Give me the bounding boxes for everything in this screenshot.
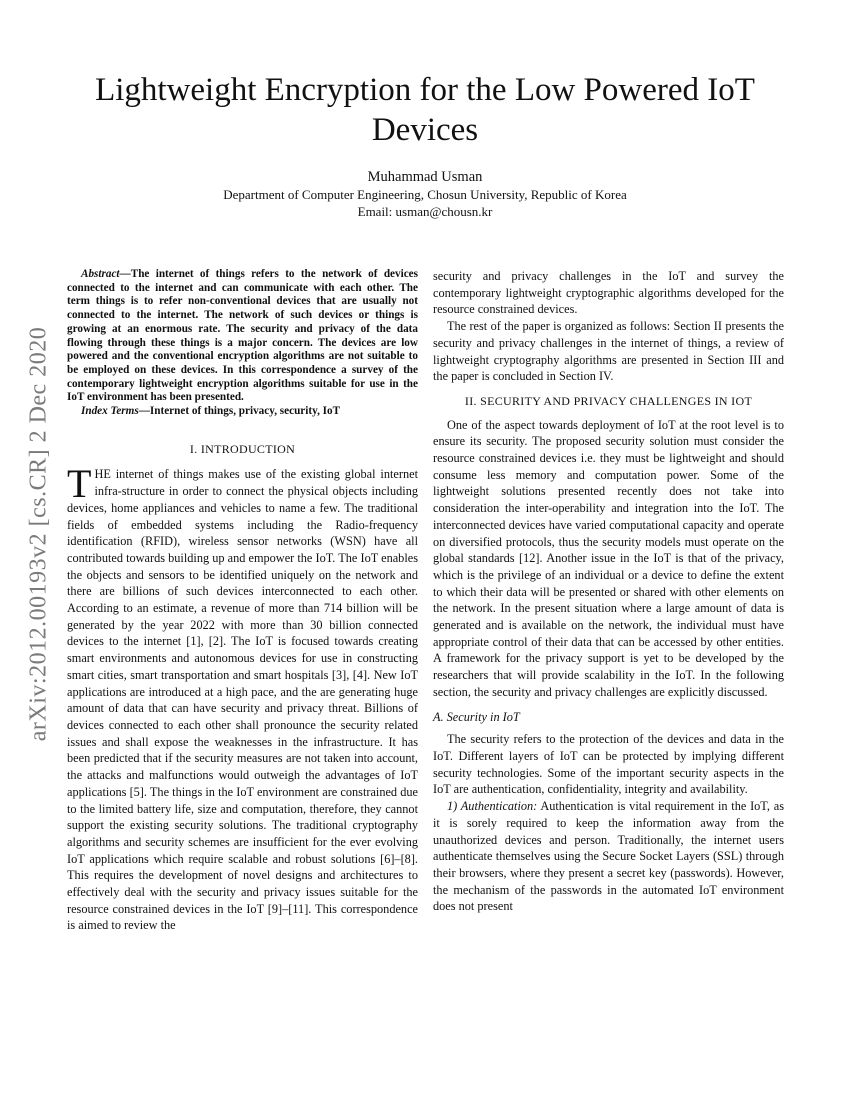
abstract [67,268,418,405]
arxiv-identifier: arXiv:2012.00193v2 [cs.CR] 2 Dec 2020 [25,326,52,742]
authentication-text: Authentication is vital requirement in the IoT, as it is sorely required to keep the information away from the unauthorized devices and person. Traditionally, the internet users authenticate themselves using the Secure Socket Layers (SSL) through their browsers, where they present a secret key (passwords). However, the mechanism of the passwords in the automated IoT environment does not present [433,799,784,914]
authentication-heading: 1) Authentication: [447,799,538,814]
drop-cap: T [67,461,92,507]
author-name: Muhammad Usman [367,169,483,185]
section-heading-security-privacy: II. SECURITY AND PRIVACY CHALLENGES IN IOT [464,393,753,408]
arxiv-sidebar [18,296,60,772]
authentication-paragraph [433,798,784,915]
author-affiliation: Department of Computer Engineering, Chosun University, Republic of Korea [223,187,627,202]
left-column [67,268,418,934]
abstract-text: —The internet of things refers to the network of devices connected to the internet and can communicate with each other. The term things is to refer non-conventional devices that are usually not connected to the internet. The network of such devices or things is growing at an enormous rate. The security and privacy of the data flowing through these things is a major concern. The devices are low powered and the conventional encryption algorithms are not suitable to be employed on these devices. In this correspondence a survey of the contemporary lightweight encryption algorithms suitable for use in the IoT environment has been presented. [67,268,418,404]
introduction-paragraph [67,461,418,934]
introduction-first-word: HE [94,467,111,482]
author-email: Email: usman@chousn.kr [357,204,493,219]
index-terms-label: Index Terms [81,405,139,418]
abstract-label: Abstract [81,268,120,280]
index-terms [67,405,418,419]
section-heading-introduction: I. INTRODUCTION [189,441,296,456]
introduction-text: internet of things makes use of the existing global internet infra-structure in order to connect the physical objects including devices, home appliances and vehicles to name a few. The traditional fields of embedded systems including the Radio-frequency identification (RFID), wireless sensor networks (WSN) have all contributed towards building up and empower the IoT. The IoT enables the objects and sensors to be identified uniquely on the network and there are billions of such devices interconnected to each other. According to an estimate, a revenue of more than 714 billion will be generated by the year 2022 with more than 30 billion connected devices to the internet [1], [2]. The IoT is focused towards creating smart environments and autonomous devices for use in constructing smart cities, smart transportation and smart hospitals [3], [4]. New IoT applications are introduced at a high pace, and the are generating huge amount of data that can have security and privacy threat. Billions of devices connected to each other shall pronounce the security related issues and shall expose the weaknesses in the infrastructure. It has been predicted that if the security measures are not taken into account, the attacks and malfunctions would outweigh the advantages of IoT applications [5]. The things in the IoT environment are constrained due to the limited battery life, size and computation, therefore, they cannot support the existing security solutions. The traditional cryptography algorithms and security schemes are insufficient for the ever evolving IoT applications which require scalable and robust solutions [6]–[8]. This requires the development of novel designs and architectures to effectively deal with the security and privacy issues suitable for the resource constrained devices in the IoT [9]–[11]. This correspondence is aimed to review the [67,467,418,933]
index-terms-text: —Internet of things, privacy, security, IoT [138,405,341,418]
subsection-security-paragraph: The security refers to the protection of the devices and data in the IoT. Different layers of IoT can be protected by implying different security technologies. Some of the important security aspects in the IoT are authentication, confidentiality, integrity and availability. [433,732,784,797]
paper-title: Lightweight Encryption for the Low Powered IoT Devices [95,72,755,148]
organization-paragraph: The rest of the paper is organized as follows: Section II presents the security and privacy challenges in the internet of things, a review of lightweight cryptography algorithms are presented in Section III and the paper is concluded in Section IV. [433,319,784,384]
right-column [433,268,784,915]
section2-paragraph: One of the aspect towards deployment of IoT at the root level is to ensure its security. The proposed security solution must consider the resource constrained devices i.e. they must be lightweight and should consume less memory and computation power. Some of the lightweight solutions presented recently does not take into consideration the inter-operability and integration into the IoT. The interconnected devices have varied computational capacity and operate on diversified protocols, thus the security models must operate on the global standards [12]. Another issue in the IoT is that of the privacy, which is the privilege of an individual or a device to define the extent to which their data will be presented or shared with other elements on the network. In the present situation where a large amount of data is generated and is available on the network, the individual must have appropriate control of their data that can be accessed by other entities. A framework for the privacy support is yet to be developed by the researchers that will provide scalability in the IoT. In the following section, the security and privacy challenges are explicitly discussed. [433,417,784,699]
subsection-heading-security: A. Security in IoT [433,709,520,724]
introduction-continuation: security and privacy challenges in the IoT and survey the contemporary lightweight cryptographic algorithms developed for the resource constrained devices. [433,269,784,317]
